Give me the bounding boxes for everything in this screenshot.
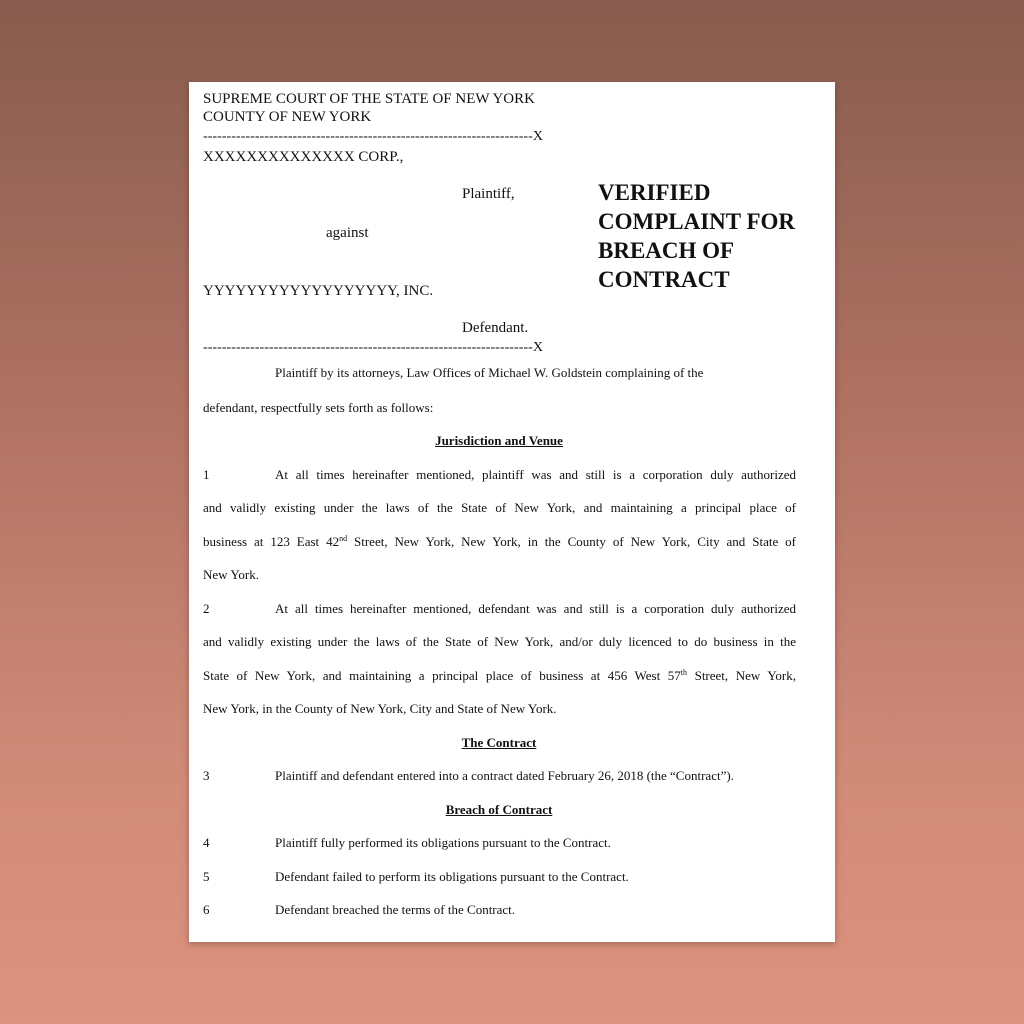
title-line: CONTRACT xyxy=(598,267,730,292)
intro-line: defendant, respectfully sets forth as follows: xyxy=(203,400,434,415)
caption-divider-top: ----------------------------------------------------------------------X xyxy=(203,129,544,144)
paragraph-line: New York, in the County of New York, City and State of New York. xyxy=(203,701,557,716)
plaintiff-name: XXXXXXXXXXXXXX CORP., xyxy=(203,149,404,165)
defendant-name: YYYYYYYYYYYYYYYYYY, INC. xyxy=(203,283,434,299)
paragraph-number: 5 xyxy=(203,869,210,884)
document-title xyxy=(598,178,833,294)
paragraph-line: Defendant breached the terms of the Contract. xyxy=(275,902,516,917)
paragraph-line: Defendant failed to perform its obligations pursuant to the Contract. xyxy=(275,869,629,884)
section-heading-contract: The Contract xyxy=(461,735,537,750)
caption-divider-bottom: ----------------------------------------------------------------------X xyxy=(203,340,544,355)
paragraph-line: At all times hereinafter mentioned, defendant was and still is a corporation duly authorized xyxy=(275,601,796,616)
paragraph-line: business at 123 East 42nd Street, New York, New York, in the County of New York, City and State of xyxy=(203,534,796,549)
title-line: COMPLAINT FOR xyxy=(598,209,795,234)
paragraph-number: 3 xyxy=(203,768,210,783)
paragraph-number: 4 xyxy=(203,835,210,850)
paragraph-line: Plaintiff fully performed its obligations pursuant to the Contract. xyxy=(275,835,611,850)
county-name: COUNTY OF NEW YORK xyxy=(203,109,372,125)
section-heading-jurisdiction: Jurisdiction and Venue xyxy=(435,433,563,448)
paragraph-number: 1 xyxy=(203,467,210,482)
intro-line: Plaintiff by its attorneys, Law Offices of Michael W. Goldstein complaining of the xyxy=(275,365,704,380)
paragraph-line: At all times hereinafter mentioned, plaintiff was and still is a corporation duly authorized xyxy=(275,467,796,482)
section-heading-breach: Breach of Contract xyxy=(445,802,553,817)
paragraph-line: and validly existing under the laws of the State of New York, and maintaining a principal place of xyxy=(203,500,796,515)
paragraph-line: New York. xyxy=(203,567,259,582)
paragraph-line: and validly existing under the laws of the State of New York, and/or duly licenced to do business in the xyxy=(203,634,796,649)
plaintiff-label: Plaintiff, xyxy=(462,186,515,202)
court-name: SUPREME COURT OF THE STATE OF NEW YORK xyxy=(203,91,535,107)
document-page xyxy=(189,82,835,942)
paragraph-number: 6 xyxy=(203,902,210,917)
title-line: BREACH OF xyxy=(598,238,735,263)
paragraph-number: 2 xyxy=(203,601,210,616)
defendant-label: Defendant. xyxy=(462,320,529,336)
paragraph-line: Plaintiff and defendant entered into a contract dated February 26, 2018 (the “Contract”). xyxy=(275,768,734,783)
title-line: VERIFIED xyxy=(598,180,711,205)
paragraph-line: State of New York, and maintaining a principal place of business at 456 West 57th Street, New York, xyxy=(203,668,796,683)
against-label: against xyxy=(326,225,369,241)
